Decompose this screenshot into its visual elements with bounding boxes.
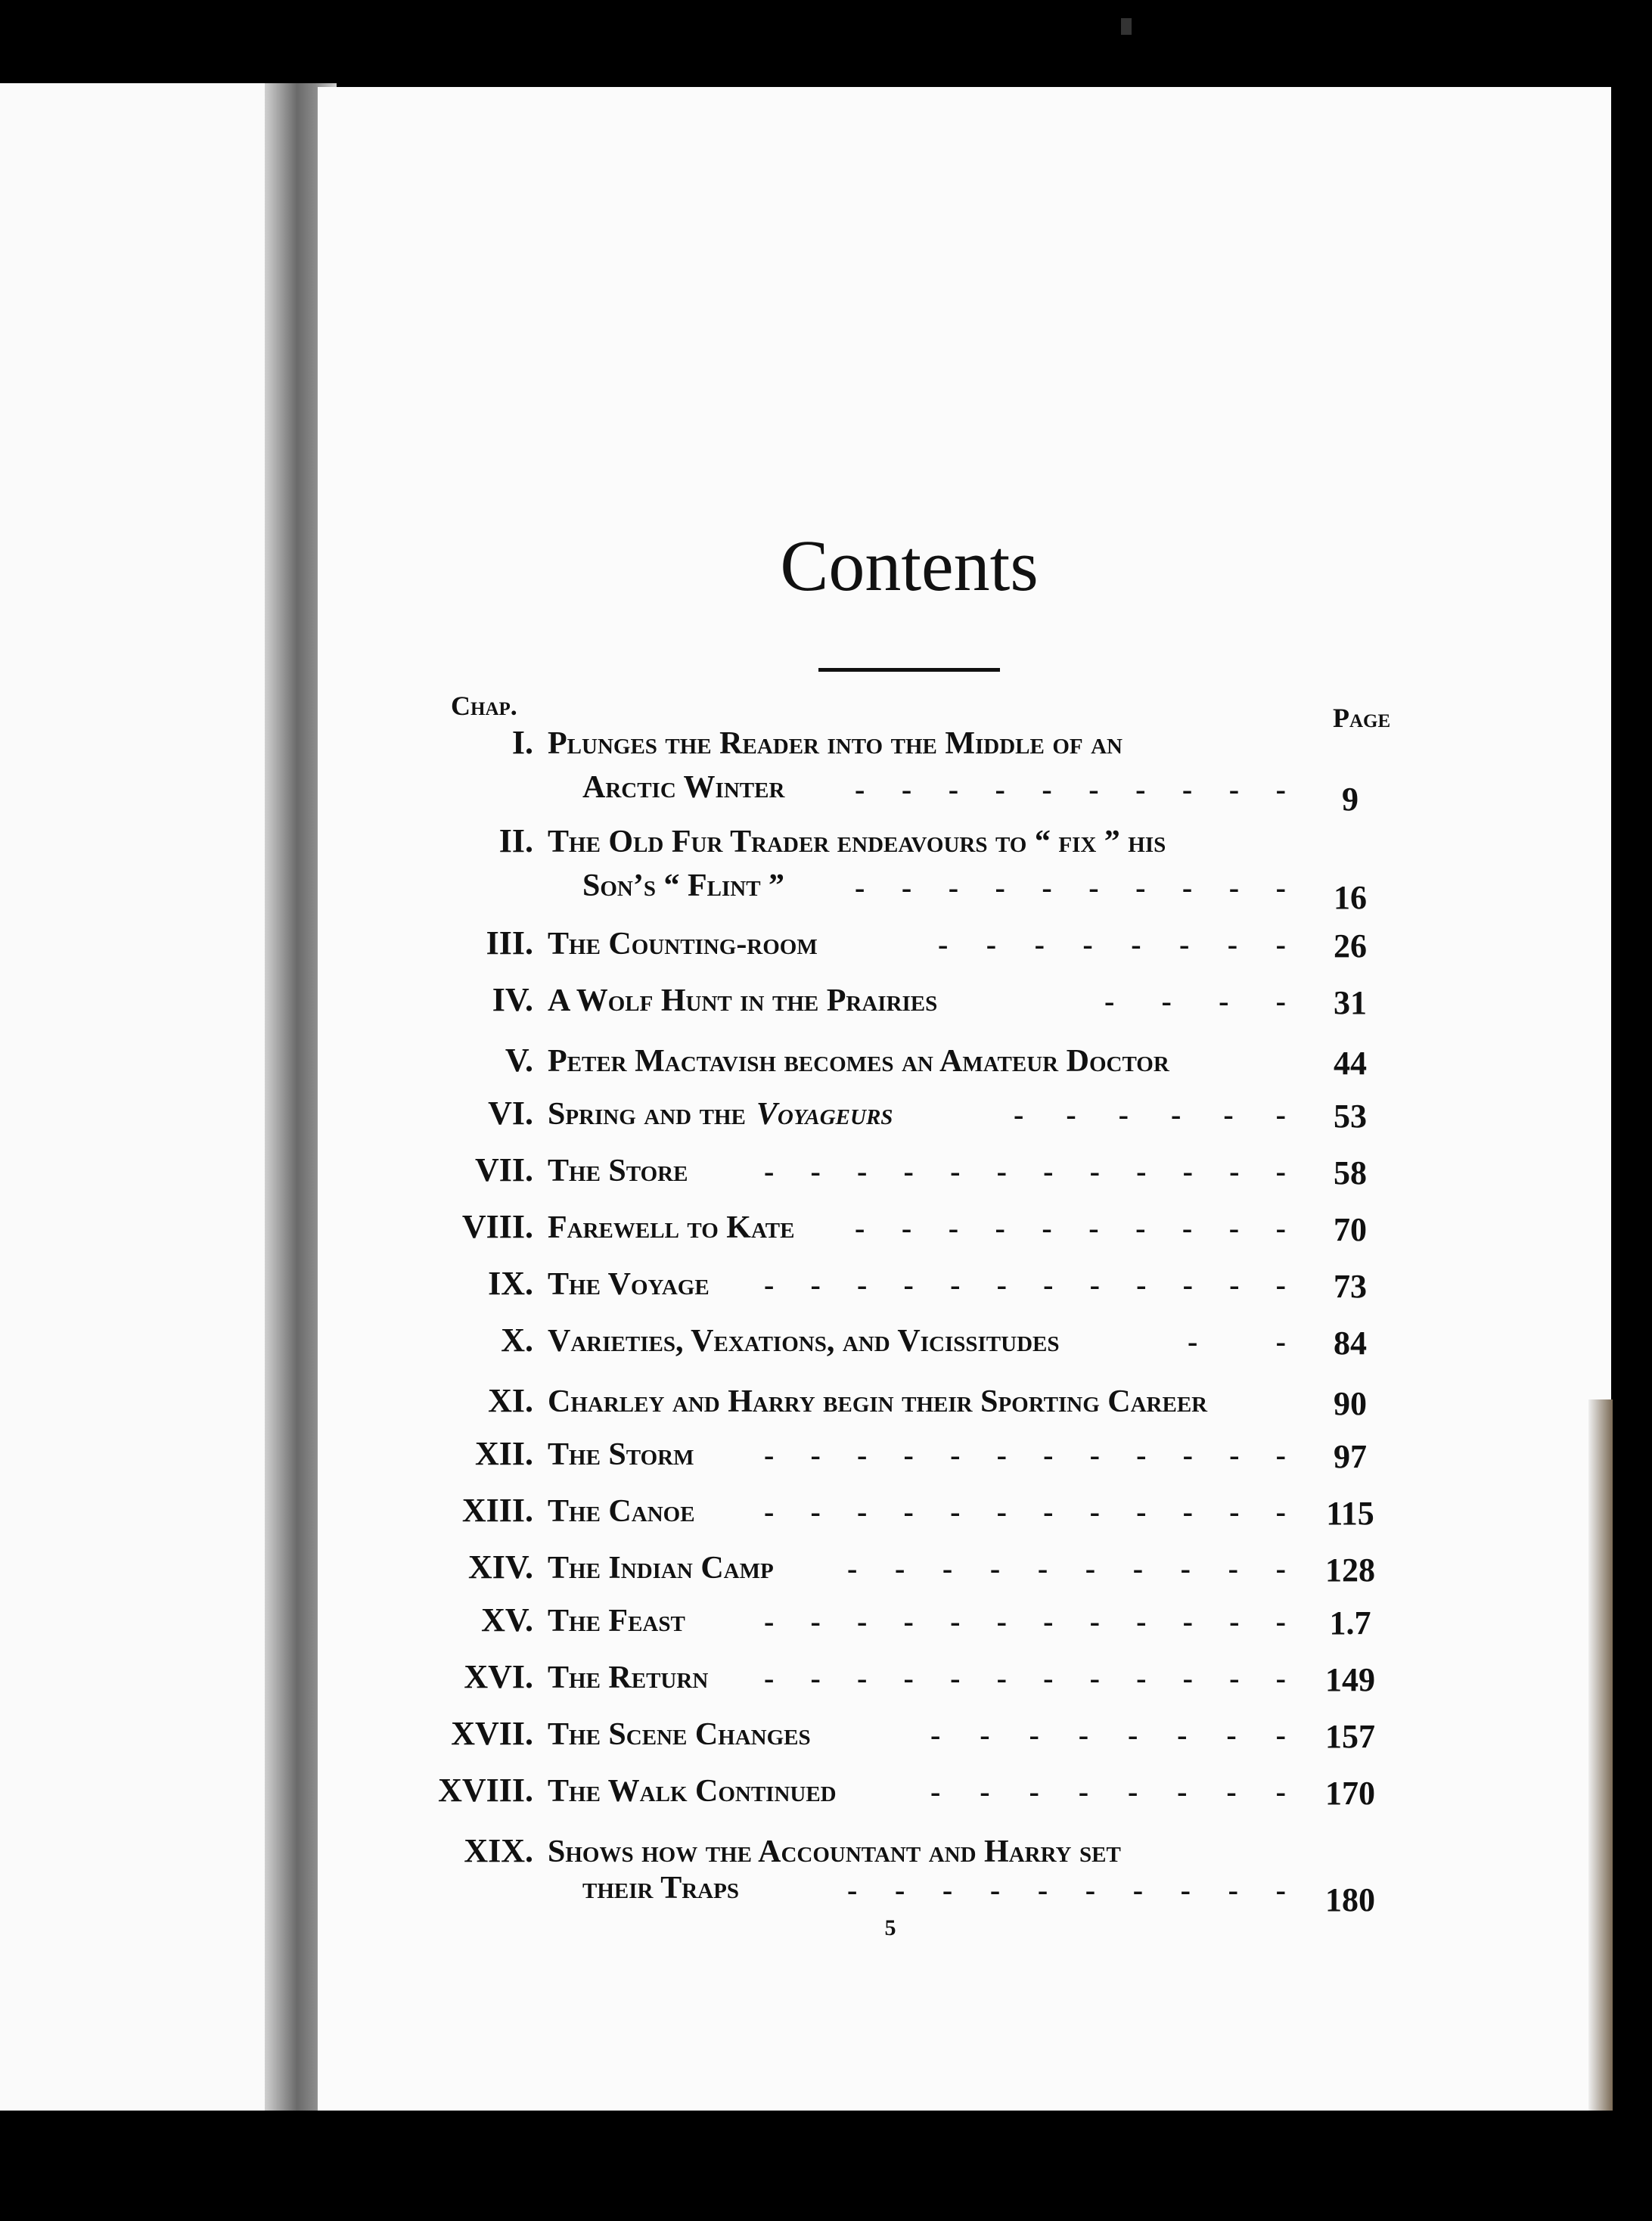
page-number: 73: [1334, 1268, 1367, 1305]
page-number: 115: [1326, 1495, 1374, 1532]
page-number: 16: [1334, 879, 1367, 916]
leader-dashes: - - - -: [1104, 984, 1286, 1018]
leader-dashes: - - - - - - - -: [938, 927, 1286, 961]
leader-dashes: - -: [1188, 1325, 1286, 1359]
chapter-number: XVI.: [464, 1658, 533, 1695]
chapter-title: The Old Fur Trader endeavours to “ fix ” his: [548, 825, 1166, 859]
chapter-title: The Voyage: [548, 1267, 710, 1302]
left-page: [0, 83, 303, 2111]
chapter-number: II.: [498, 822, 533, 859]
leader-dashes: - - - - - -: [1014, 1098, 1286, 1132]
chapter-number: XIV.: [467, 1548, 533, 1586]
chapter-number: X.: [501, 1322, 533, 1359]
chapter-title: The Storm: [548, 1437, 694, 1472]
leader-dashes: - - - - - - - -: [930, 1718, 1286, 1752]
chapter-title: The Indian Camp: [548, 1551, 774, 1586]
page-header: Page: [1333, 703, 1391, 733]
page-number: 53: [1334, 1098, 1367, 1135]
title-rule: [818, 668, 1000, 672]
chapter-number: VIII.: [461, 1208, 533, 1245]
chapter-title: The Feast: [548, 1604, 685, 1639]
chapter-title-italic: Voyageurs: [756, 1097, 893, 1132]
page-number: 149: [1325, 1661, 1375, 1698]
chapter-title: Charley and Harry begin their Sporting Career: [548, 1384, 1208, 1419]
page-number: 157: [1325, 1718, 1375, 1755]
chapter-number: V.: [505, 1042, 533, 1079]
page-number: 44: [1334, 1045, 1367, 1082]
chapter-title: A Wolf Hunt in the Prairies: [548, 983, 938, 1018]
leader-dashes: - - - - - - - -: [930, 1775, 1286, 1809]
chapter-number: XV.: [481, 1601, 533, 1639]
leader-dashes: - - - - - - - - - - - -: [764, 1661, 1286, 1695]
leader-dashes: - - - - - - - - - -: [855, 1211, 1286, 1245]
chapter-number: XI.: [488, 1382, 533, 1419]
chapter-title-continued: Arctic Winter: [582, 770, 785, 805]
chapter-title-continued: their Traps: [582, 1871, 739, 1906]
page-number: 9: [1342, 781, 1359, 818]
leader-dashes: - - - - - - - - - - - -: [764, 1438, 1286, 1472]
page-number: 170: [1325, 1775, 1375, 1812]
page-folio: 5: [884, 1915, 896, 1940]
chapter-title: Spring and the Voyageurs: [548, 1097, 893, 1132]
chapter-title: The Store: [548, 1154, 688, 1188]
chapter-number: IV.: [492, 981, 533, 1018]
leader-dashes: - - - - - - - - - - - -: [764, 1154, 1286, 1188]
chapter-title: The Scene Changes: [548, 1717, 811, 1752]
page-edge: [1588, 1399, 1613, 2111]
page-number: 84: [1334, 1325, 1367, 1362]
page-number: 1.7: [1329, 1604, 1371, 1642]
chapter-title-continued: Son’s “ Flint ”: [582, 868, 785, 903]
page-number: 97: [1334, 1438, 1367, 1475]
page-number: 128: [1325, 1552, 1375, 1589]
leader-dashes: - - - - - - - - - -: [847, 1873, 1286, 1907]
chapter-title: The Canoe: [548, 1494, 695, 1529]
chap-header: Chap.: [451, 691, 517, 721]
chapter-title: The Return: [548, 1660, 709, 1695]
chapter-number: XVII.: [451, 1715, 533, 1752]
page-title: Contents: [780, 525, 1039, 606]
chapter-title: Varieties, Vexations, and Vicissitudes: [548, 1324, 1060, 1359]
chapter-title: Peter Mactavish becomes an Amateur Doctor: [548, 1044, 1169, 1079]
page-number: 58: [1334, 1154, 1367, 1191]
chapter-number: XIII.: [461, 1492, 533, 1529]
dust-speck: [1121, 18, 1132, 35]
chapter-number: VI.: [488, 1095, 533, 1132]
leader-dashes: - - - - - - - - - -: [855, 871, 1286, 905]
leader-dashes: - - - - - - - - - - - -: [764, 1495, 1286, 1529]
chapter-title: The Walk Continued: [548, 1774, 837, 1809]
leader-dashes: - - - - - - - - - -: [855, 772, 1286, 806]
chapter-title: Plunges the Reader into the Middle of an: [548, 726, 1123, 761]
chapter-title: The Counting-room: [548, 927, 818, 961]
chapter-number: I.: [511, 724, 533, 761]
chapter-number: XII.: [474, 1435, 533, 1472]
page-number: 70: [1334, 1211, 1367, 1248]
page-number: 180: [1325, 1881, 1375, 1918]
page-number: 90: [1334, 1385, 1367, 1422]
chapter-title: Shows how the Accountant and Harry set: [548, 1834, 1121, 1869]
chapter-number: XVIII.: [438, 1772, 533, 1809]
chapter-number: III.: [486, 924, 533, 961]
chapter-number: IX.: [488, 1265, 533, 1302]
chapter-title: Farewell to Kate: [548, 1210, 795, 1245]
leader-dashes: - - - - - - - - - -: [847, 1552, 1286, 1586]
leader-dashes: - - - - - - - - - - - -: [764, 1604, 1286, 1639]
leader-dashes: - - - - - - - - - - - -: [764, 1268, 1286, 1302]
chapter-number: VII.: [474, 1151, 533, 1188]
page-number: 26: [1334, 927, 1367, 965]
chapter-number: XIX.: [464, 1832, 533, 1869]
page-number: 31: [1334, 984, 1367, 1021]
